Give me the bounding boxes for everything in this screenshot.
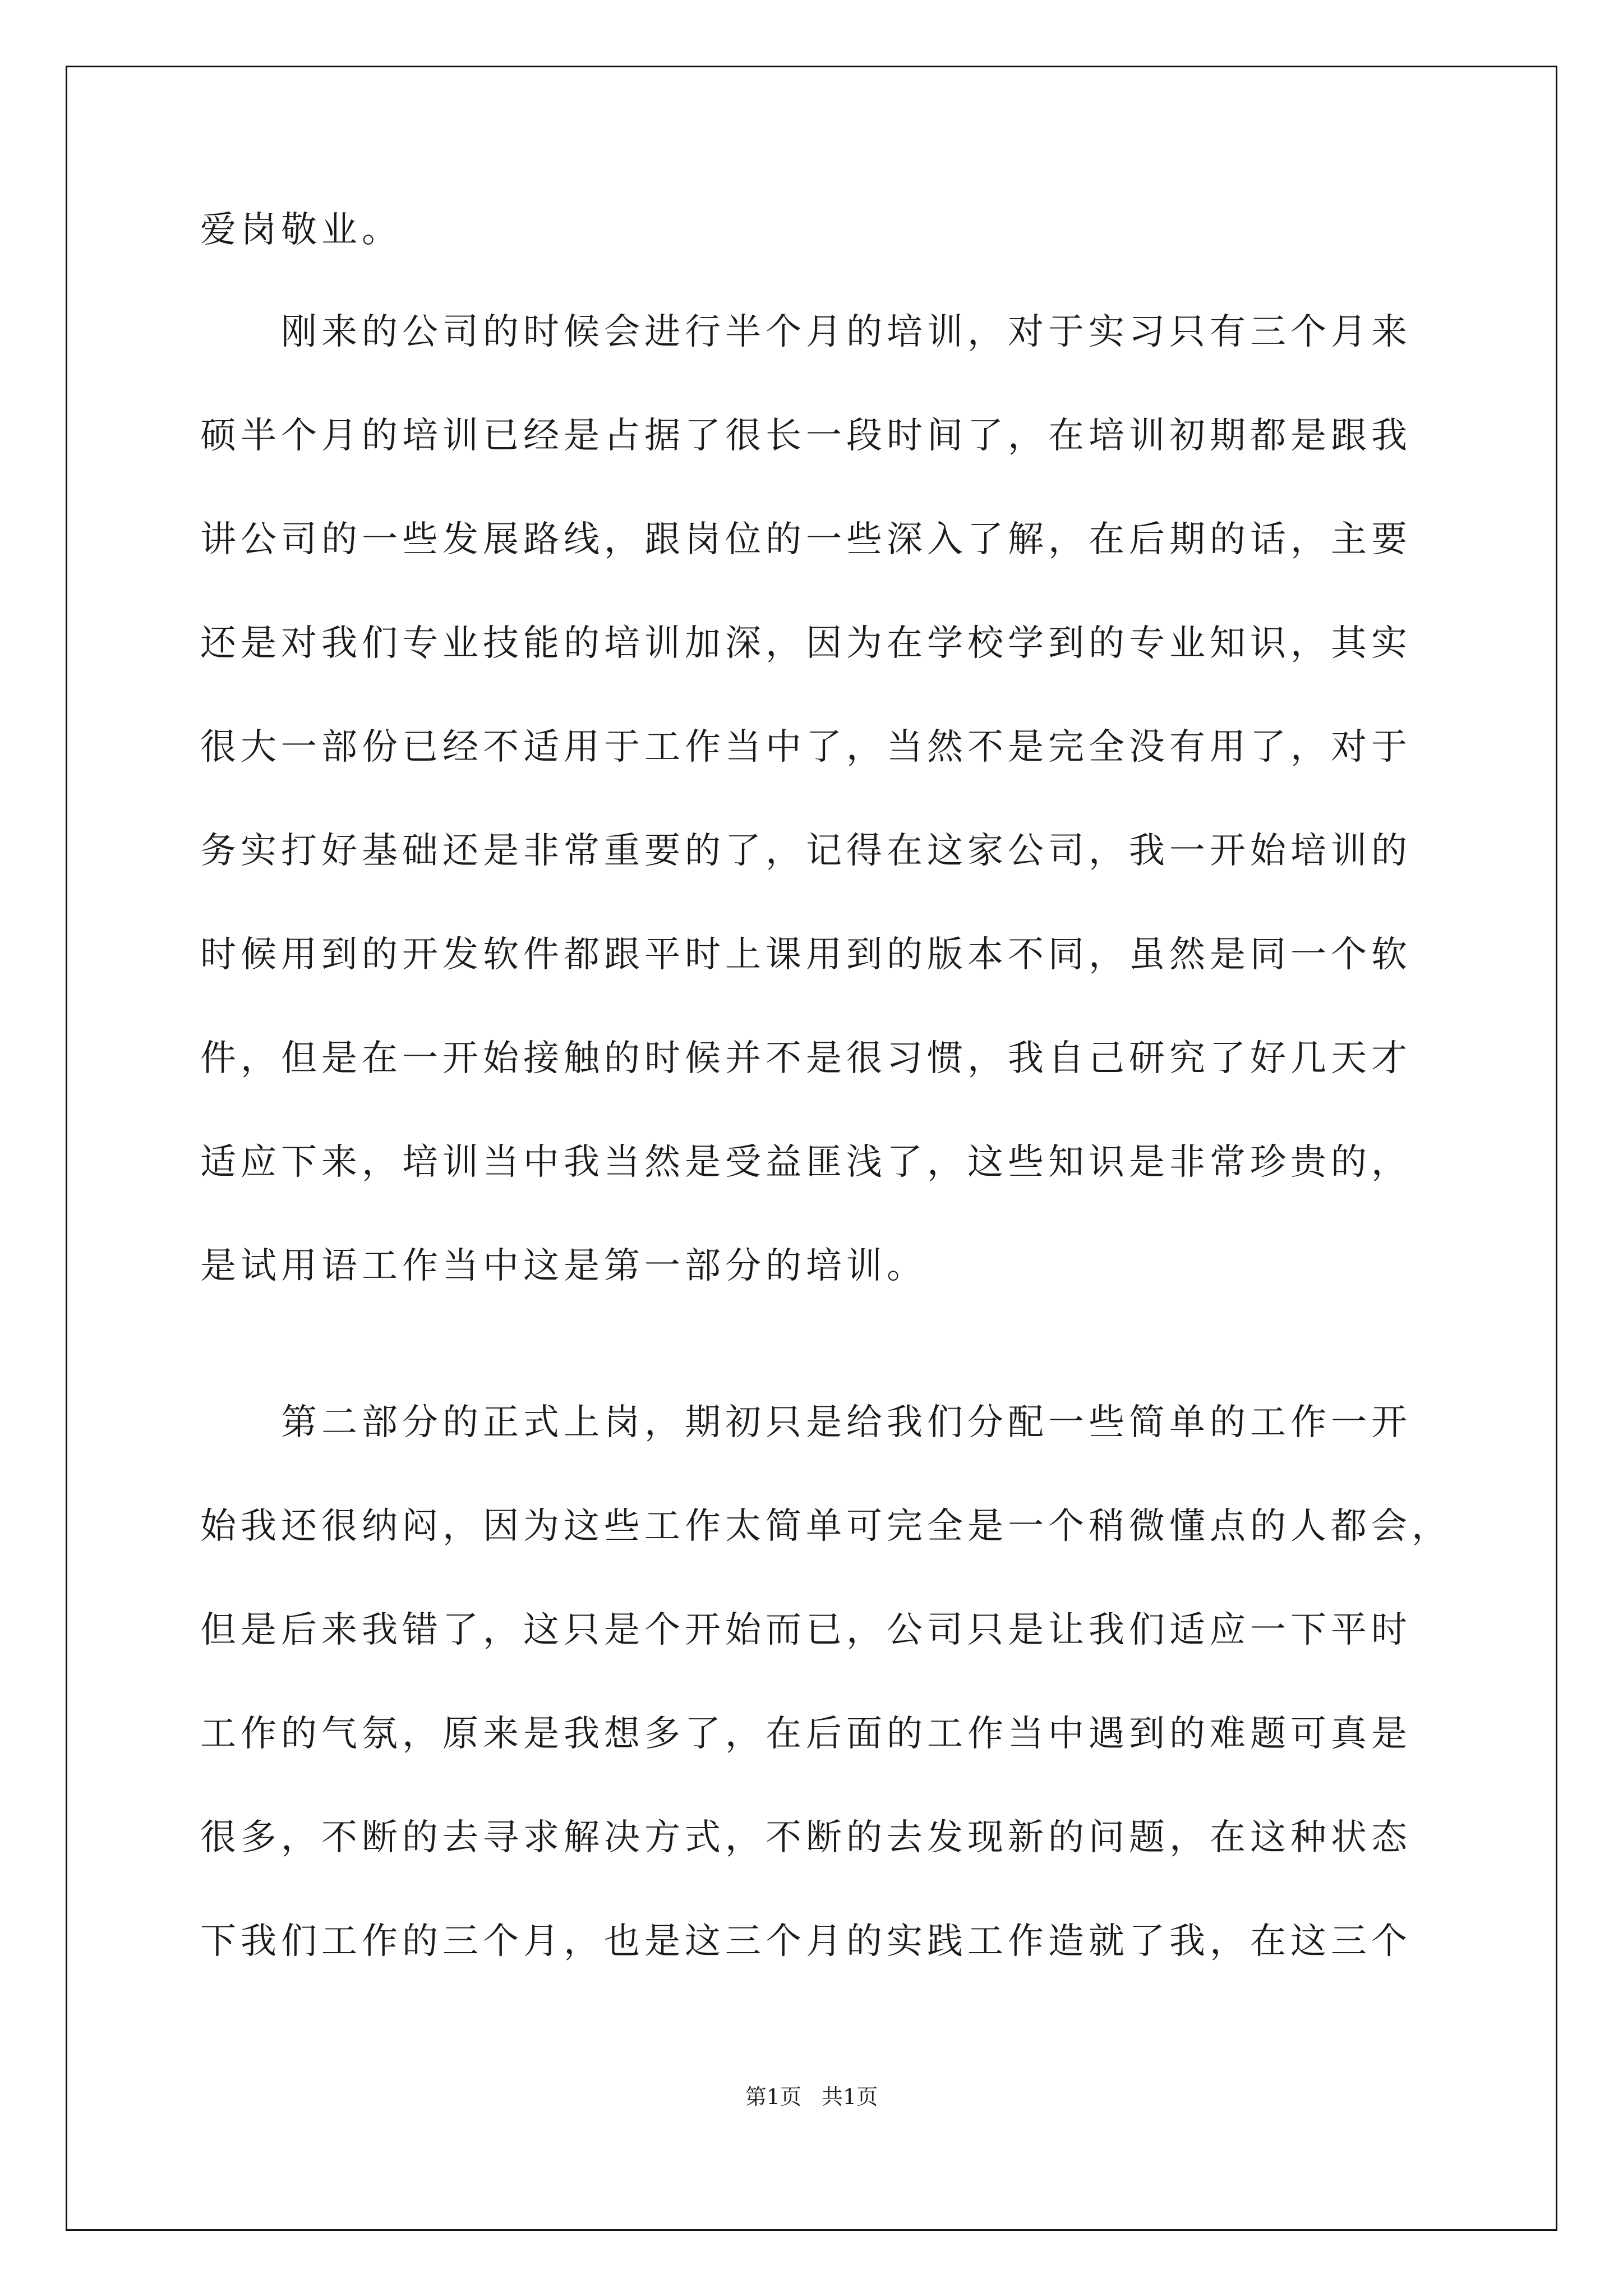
text-line-17: 下我们工作的三个月，也是这三个月的实践工作造就了我，在这三个 [200,1921,1412,1962]
text-line-6: 很大一部份已经不适用于工作当中了，当然不是完全没有用了，对于 [200,726,1412,768]
text-line-15: 工作的气氛，原来是我想多了，在后面的工作当中遇到的难题可真是 [200,1713,1412,1755]
text-line-10: 适应下来，培训当中我当然是受益匪浅了，这些知识是非常珍贵的， [200,1142,1412,1183]
text-line-5: 还是对我们专业技能的培训加深，因为在学校学到的专业知识，其实 [200,623,1412,664]
text-line-9: 件，但是在一开始接触的时候并不是很习惯，我自己研究了好几天才 [200,1038,1412,1079]
text-line-1: 爱岗敬业。 [200,209,402,251]
text-line-12: 第二部分的正式上岗，期初只是给我们分配一些简单的工作一开 [200,1402,1412,1443]
text-line-14: 但是后来我错了，这只是个开始而已，公司只是让我们适应一下平时 [200,1609,1412,1651]
page-number-footer: 第1页 共1页 [745,2085,878,2109]
text-line-13: 始我还很纳闷，因为这些工作太简单可完全是一个稍微懂点的人都会， [200,1506,1452,1547]
text-line-16: 很多，不断的去寻求解决方式，不断的去发现新的问题，在这种状态 [200,1817,1412,1858]
text-line-4: 讲公司的一些发展路线，跟岗位的一些深入了解，在后期的话，主要 [200,519,1412,560]
text-line-11: 是试用语工作当中这是第一部分的培训。 [200,1245,927,1287]
text-line-7: 务实打好基础还是非常重要的了，记得在这家公司，我一开始培训的 [200,830,1412,872]
text-line-3: 硕半个月的培训已经是占据了很长一段时间了，在培训初期都是跟我 [200,415,1412,457]
text-line-8: 时候用到的开发软件都跟平时上课用到的版本不同，虽然是同一个软 [200,934,1412,976]
text-line-2: 刚来的公司的时候会进行半个月的培训，对于实习只有三个月来 [200,311,1412,353]
